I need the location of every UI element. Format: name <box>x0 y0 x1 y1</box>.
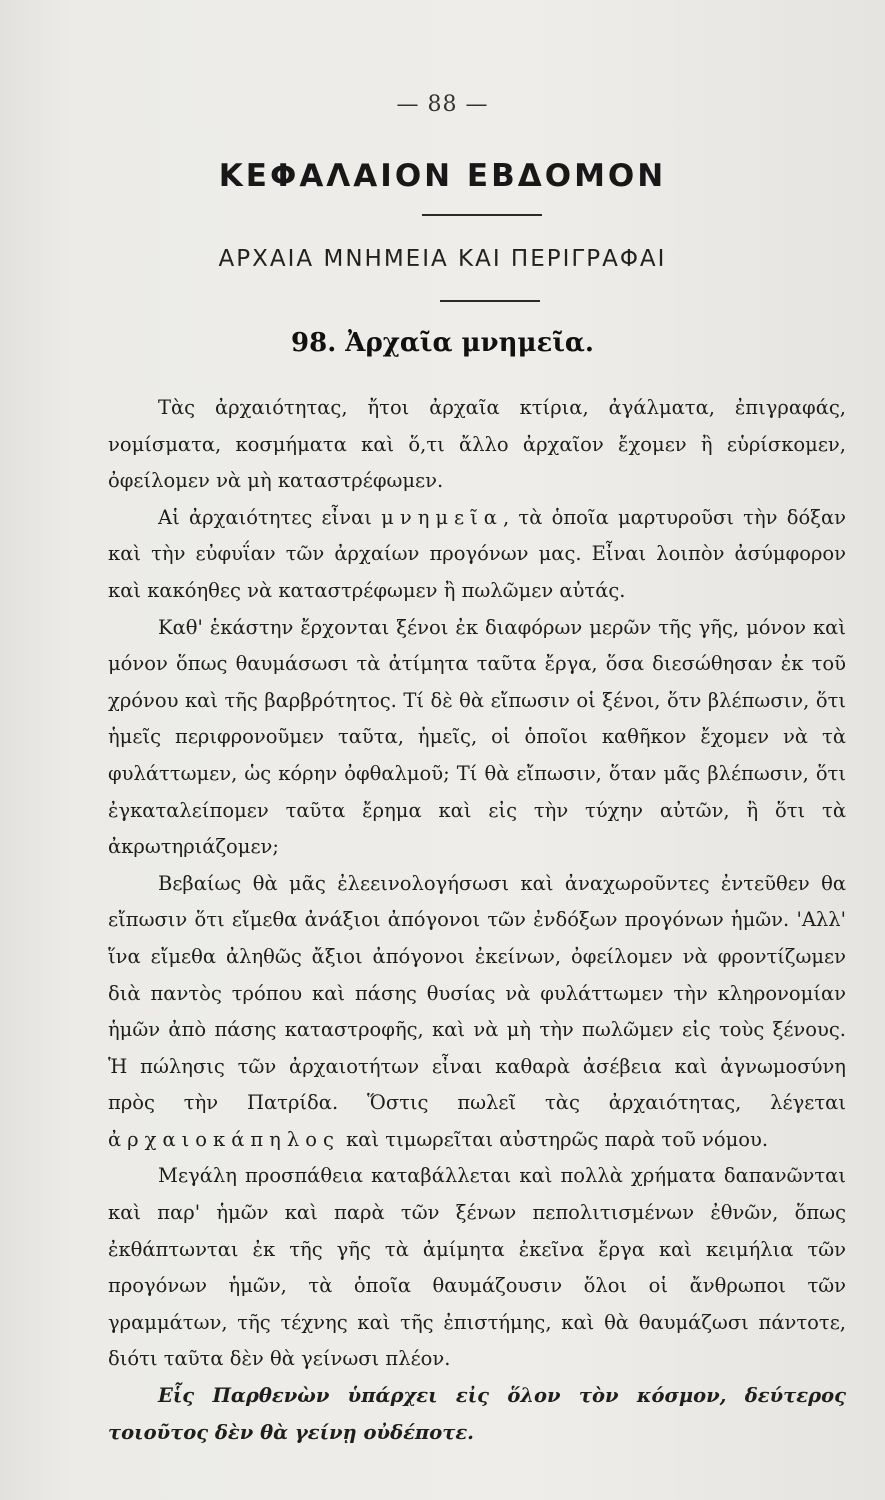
chapter-title: ΚΕΦΑΛΑΙΟΝ ΕΒΔΟΜΟΝ <box>218 158 667 194</box>
section-heading: ΑΡΧΑΙΑ ΜΝΗΜΕΙΑ ΚΑΙ ΠΕΡΙΓΡΑΦΑΙ <box>218 246 667 272</box>
page-number: — 88 — <box>396 92 489 117</box>
emphasized-word-archaiokapilos: ἀρχαιοκάπηλος <box>108 1127 340 1151</box>
emphasized-word-mnimeia: μνημεῖα <box>381 505 503 529</box>
closing-statement: Εἷς Παρθενὼν ὑπάρχει εἰς ὅλον τὸν κόσμον, δεύτερος τοιοῦτος δὲν θὰ γείνῃ οὐδέποτε. <box>108 1384 846 1444</box>
paragraph-2 <box>108 500 846 610</box>
subsection-heading: 98. Ἀρχαῖα μνημεῖα. <box>291 328 594 358</box>
title-rule-bottom <box>440 300 540 302</box>
paragraph-3: Καθ' ἑκάστην ἔρχονται ξένοι ἐκ διαφόρων μερῶν τῆς γῆς, μόνον καὶ μόνον ὅπως θαυμάσωσι τὰ ἀτίμητα ταῦτα ἔργα, ὅσα διεσώθησαν ἐκ τοῦ χρόνου καὶ τῆς βαρβρότητος. Τί δὲ θὰ εἴπωσιν οἱ ξένοι, ὅτν βλέπωσιν, ὅτι ἡμεῖς περιφρονοῦμεν ταῦτα, ἡμεῖς, οἱ ὁποῖοι καθῆκον ἔχομεν νὰ τὰ φυλάττωμεν, ὡς κόρην ὀφθαλμοῦ; Τί θὰ εἴπωσιν, ὅταν μᾶς βλέπωσιν, ὅτι ἐγκαταλείπομεν ταῦτα ἔρημα καὶ εἰς τὴν τύχην αὐτῶν, ἢ ὅτι τὰ ἀκρωτηριάζομεν; <box>108 615 846 859</box>
paragraph-2-end: , τὰ ὁποῖα μαρτυροῦσι τὴν δόξαν καὶ τὴν εὐφυΐαν τῶν ἀρχαίων προγόνων μας. Εἶναι λοιπὸν ἀσύμφορον καὶ κακόηθες νὰ καταστρέφωμεν ἢ πωλῶμεν αὐτάς. <box>108 505 846 602</box>
body-text <box>108 390 846 1451</box>
paragraph-1: Τὰς ἀρχαιότητας, ἤτοι ἀρχαῖα κτίρια, ἀγάλματα, ἐπιγραφάς, νομίσματα, κοσμήματα καὶ ὅ,τι ἄλλο ἀρχαῖον ἔχομεν ἢ εὑρίσκομεν, ὀφείλομεν νὰ μὴ καταστρέφωμεν. <box>108 396 846 493</box>
paragraph-5: Μεγάλη προσπάθεια καταβάλλεται καὶ πολλὰ χρήματα δαπανῶνται καὶ παρ' ἡμῶν καὶ παρὰ τῶν ξένων πεπολιτισμένων ἐθνῶν, ὅπως ἐκθάπτωνται ἐκ τῆς γῆς τὰ ἀμίμητα ἐκεῖνα ἔργα καὶ κειμήλια τῶν προγόνων ἡμῶν, τὰ ὁποῖα θαυμάζουσιν ὅλοι οἱ ἄνθρωποι τῶν γραμμάτων, τῆς τέχνης καὶ τῆς ἐπιστήμης, καὶ θὰ θαυμάζωσι πάντοτε, διότι ταῦτα δὲν θὰ γείνωσι πλέον. <box>108 1164 846 1371</box>
paragraph-4-end: καὶ τιμωρεῖται αὐστηρῶς παρὰ τοῦ νόμου. <box>339 1127 769 1151</box>
paragraph-4-start: Βεβαίως θὰ μᾶς ἐλεεινολογήσωσι καὶ ἀναχωροῦντες ἐντεῦθεν θα εἴπωσιν ὅτι εἴμεθα ἀνάξιοι ἀπόγονοι τῶν ἐνδόξων προγόνων ἡμῶν. 'Αλλ' ἵνα εἴμεθα ἀληθῶς ἄξιοι ἀπόγονοι ἐκείνων, ὀφείλομεν νὰ φροντίζωμεν διὰ παντὸς τρόπου καὶ πάσης θυσίας νὰ φυλάττωμεν τὴν κληρονομίαν ἡμῶν ἀπὸ πάσης καταστροφῆς, καὶ νὰ μὴ τὴν πωλῶμεν εἰς τοὺς ξένους. Ἡ πώλησις τῶν ἀρχαιοτήτων εἶναι καθαρὰ ἀσέβεια καὶ ἀγνωμοσύνη πρὸς τὴν Πατρίδα. Ὅστις πωλεῖ τὰς ἀρχαιότητας, λέγεται <box>108 871 846 1115</box>
paragraph-2-start: Αἱ ἀρχαιότητες εἶναι <box>158 505 382 529</box>
title-rule-top <box>422 214 542 216</box>
paragraph-4 <box>108 866 846 1159</box>
